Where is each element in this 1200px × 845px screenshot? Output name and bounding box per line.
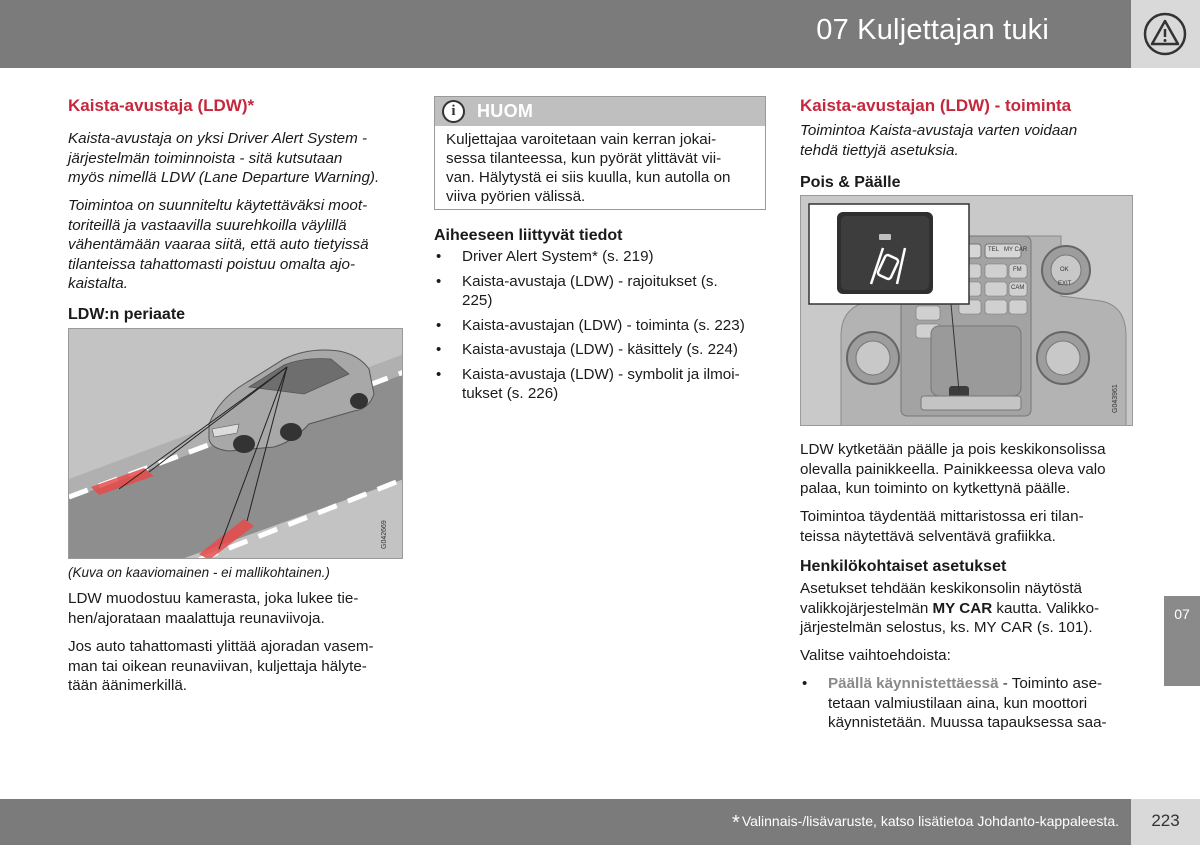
figure-code: G043961 bbox=[1112, 384, 1119, 413]
note-title: HUOM bbox=[477, 101, 534, 121]
option-item bbox=[800, 674, 1140, 733]
paragraph-camera bbox=[68, 589, 408, 628]
text-line: man tai oikean reunaviivan, kuljettaja hälyte- bbox=[68, 657, 367, 675]
page-number: 223 bbox=[1151, 811, 1180, 830]
text-line: • Driver Alert System* (s. 219) bbox=[462, 248, 654, 265]
note-title-bar bbox=[435, 97, 765, 126]
paragraph-switch bbox=[800, 440, 1140, 499]
console-label-ok: OK bbox=[1060, 267, 1069, 273]
subheading-personal-settings: Henkilökohtaiset asetukset bbox=[800, 558, 1007, 575]
console-label-tel: TEL bbox=[988, 247, 1000, 253]
note-text bbox=[446, 130, 760, 206]
console-label-mycar: MY CAR bbox=[1004, 247, 1028, 253]
text-line: Toimintoa Kaista-avustaja varten voidaan bbox=[800, 122, 1078, 139]
text-line: • Kaista-avustajan (LDW) - toiminta (s. 223) bbox=[462, 316, 745, 334]
subheading-on-off: Pois & Päälle bbox=[800, 174, 901, 191]
related-link[interactable] bbox=[434, 247, 769, 267]
ldw-principle-illustration bbox=[68, 328, 403, 559]
related-heading: Aiheeseen liittyvät tiedot bbox=[434, 227, 623, 244]
related-link[interactable] bbox=[434, 272, 769, 311]
text-line: Jos auto tahattomasti ylittää ajoradan vasem- bbox=[68, 638, 374, 655]
text-line: Kaista-avustaja on yksi Driver Alert System - bbox=[68, 130, 368, 147]
road-car-diagram bbox=[69, 329, 403, 559]
related-link[interactable] bbox=[434, 316, 769, 336]
text-line: sessa tilanteessa, kun pyörät ylittävät vii- bbox=[446, 150, 722, 167]
chapter-header bbox=[0, 0, 1131, 68]
text-line: tetaan valmiustilaan aina, kun moottori bbox=[828, 694, 1088, 712]
related-link[interactable] bbox=[434, 365, 769, 404]
related-list bbox=[434, 247, 769, 404]
text-line: kaistalta. bbox=[68, 275, 128, 292]
chapter-number: 07 bbox=[1174, 606, 1190, 622]
intro-paragraph bbox=[800, 121, 1140, 160]
text-line: hen/ajorataan maalattuja reunaviivoja. bbox=[68, 609, 325, 627]
text-line: Toimintoa on suunniteltu käytettäväksi moot- bbox=[68, 197, 368, 214]
center-console-illustration bbox=[800, 195, 1133, 426]
paragraph-settings bbox=[800, 579, 1140, 638]
text-line: olevalla painikkeella. Painikkeessa oleva valo bbox=[800, 460, 1106, 478]
option-list bbox=[800, 674, 1140, 733]
paragraph-choose: Valitse vaihtoehdoista: bbox=[800, 647, 951, 664]
text-line: teissa näytettävä selventävä grafiikka. bbox=[800, 527, 1056, 545]
section-heading-ldw-function: Kaista-avustajan (LDW) - toiminta bbox=[800, 96, 1072, 115]
note-box bbox=[434, 96, 766, 210]
text-line: • Kaista-avustaja (LDW) - symbolit ja ilmoi- bbox=[462, 365, 740, 383]
paragraph-graphics bbox=[800, 507, 1140, 546]
text-line bbox=[800, 599, 1140, 619]
text-run: valikkojärjestelmän bbox=[800, 599, 933, 617]
menu-name-mycar: MY CAR bbox=[932, 599, 993, 617]
text-line: tehdä tiettyjä asetuksia. bbox=[800, 141, 959, 159]
page-number-box bbox=[1131, 799, 1200, 845]
text-line: 225) bbox=[462, 292, 493, 309]
text-line: myös nimellä LDW (Lane Departure Warning). bbox=[68, 169, 380, 186]
intro-paragraph-1 bbox=[68, 129, 408, 188]
console-drawing bbox=[801, 196, 1133, 426]
text-line: • Kaista-avustaja (LDW) - rajoitukset (s. bbox=[462, 272, 718, 290]
chapter-icon-box bbox=[1131, 0, 1200, 68]
text-line: vähentämään vaaraa siitä, että auto tietyissä bbox=[68, 236, 369, 253]
console-label-exit: EXIT bbox=[1058, 281, 1072, 287]
text-line: palaa, kun toiminto on kytkettynä päälle. bbox=[800, 480, 1071, 497]
option-name: Päällä käynnistettäessä bbox=[828, 675, 999, 692]
text-line: Asetukset tehdään keskikonsolin näytöstä bbox=[800, 580, 1082, 597]
footnote-text: Valinnais-/lisävaruste, katso lisätietoa Johdanto-kappaleesta. bbox=[741, 813, 1119, 829]
intro-paragraph-2 bbox=[68, 196, 408, 294]
text-run: kautta. Valikko- bbox=[992, 599, 1100, 617]
text-line: Toimintoa täydentää mittaristossa eri tilan- bbox=[800, 508, 1084, 525]
text-line: LDW kytketään päälle ja pois keskikonsolissa bbox=[800, 441, 1106, 458]
chapter-side-tab bbox=[1164, 596, 1200, 686]
footnote bbox=[732, 812, 1119, 835]
text-line: tukset (s. 226) bbox=[462, 385, 559, 402]
text-line: järjestelmän selostus, ks. MY CAR (s. 101). bbox=[800, 619, 1093, 636]
figure-code: G042669 bbox=[381, 520, 388, 549]
text-line: Kuljettajaa varoitetaan vain kerran jokai- bbox=[446, 131, 717, 148]
page-footer bbox=[0, 799, 1131, 845]
text-line bbox=[828, 674, 1140, 694]
text-run: - Toiminto ase- bbox=[998, 675, 1103, 692]
text-line: käynnistetään. Muussa tapauksessa saa- bbox=[828, 714, 1107, 731]
console-label-fm: FM bbox=[1013, 267, 1022, 273]
chapter-title: 07 Kuljettajan tuki bbox=[816, 14, 1049, 46]
text-line: tilanteissa tahattomasti poistuu omalta ajo- bbox=[68, 255, 356, 273]
subheading-ldw-principle: LDW:n periaate bbox=[68, 306, 186, 323]
footnote-star: * bbox=[732, 812, 740, 834]
section-heading-ldw: Kaista-avustaja (LDW)* bbox=[68, 96, 255, 115]
text-line: tään äänimerkillä. bbox=[68, 677, 188, 694]
text-line: van. Hälytystä ei siis kuulla, kun autolla on bbox=[446, 169, 731, 186]
text-line: toriteillä ja vastaavilla suurehkoilla väylillä bbox=[68, 216, 347, 234]
text-line: LDW muodostuu kamerasta, joka lukee tie- bbox=[68, 590, 359, 607]
text-line: järjestelmän toiminnoista - sitä kutsutaan bbox=[68, 149, 343, 167]
text-line: viiva pyörien välissä. bbox=[446, 188, 586, 205]
console-label-cam: CAM bbox=[1011, 285, 1025, 291]
text-line: • Kaista-avustaja (LDW) - käsittely (s. 224) bbox=[462, 341, 738, 358]
paragraph-alert bbox=[68, 637, 408, 696]
related-link[interactable] bbox=[434, 340, 769, 360]
figure-caption: (Kuva on kaaviomainen - ei mallikohtainen.) bbox=[68, 565, 330, 580]
warning-triangle-icon bbox=[1143, 12, 1187, 56]
info-icon: i bbox=[442, 100, 465, 123]
